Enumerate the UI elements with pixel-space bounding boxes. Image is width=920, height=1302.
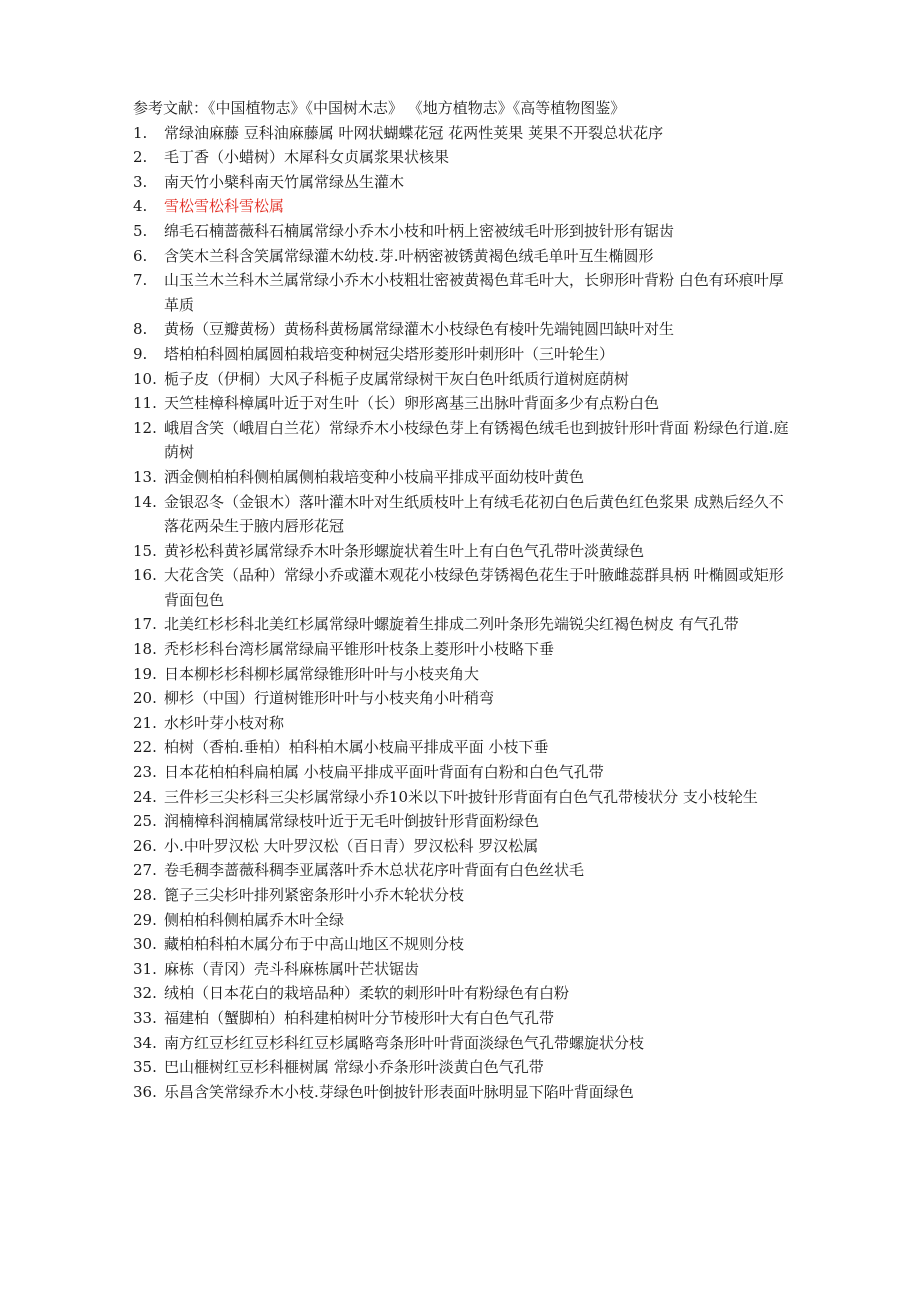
item-number: 16. bbox=[133, 566, 157, 585]
list-item bbox=[133, 1031, 793, 1056]
item-text: 天竺桂樟科樟属叶近于对生叶（长）卵形离基三出脉叶背面多少有点粉白色 bbox=[164, 394, 660, 413]
list-item bbox=[133, 686, 793, 711]
list-item bbox=[133, 219, 793, 244]
item-text: 山玉兰木兰科木兰属常绿小乔木小枝粗壮密被黄褐色茸毛叶大，长卵形叶背粉 白色有环痕叶厚革质 bbox=[164, 271, 784, 314]
list-item bbox=[133, 908, 793, 933]
item-text: 南天竹小檗科南天竹属常绿丛生灌木 bbox=[164, 172, 405, 191]
list-item bbox=[133, 760, 793, 785]
list-item bbox=[133, 465, 793, 490]
item-text: 北美红杉杉科北美红杉属常绿叶螺旋着生排成二列叶条形先端锐尖红褐色树皮 有气孔带 bbox=[164, 615, 739, 634]
item-number: 6. bbox=[133, 246, 148, 265]
item-text: 洒金侧柏柏科侧柏属侧柏栽培变种小枝扁平排成平面幼枝叶黄色 bbox=[164, 467, 585, 486]
item-text: 黄衫松科黄衫属常绿乔木叶条形螺旋状着生叶上有白色气孔带叶淡黄绿色 bbox=[164, 541, 645, 560]
item-text: 毛丁香（小蜡树）木犀科女贞属浆果状核果 bbox=[164, 148, 450, 167]
item-text: 巴山榧树红豆杉科榧树属 常绿小乔条形叶淡黄白色气孔带 bbox=[164, 1058, 544, 1077]
item-number: 27. bbox=[133, 861, 157, 880]
item-text: 三件杉三尖杉科三尖杉属常绿小乔10米以下叶披针形背面有白色气孔带棱状分 支小枝轮生 bbox=[164, 787, 758, 806]
item-number: 17. bbox=[133, 615, 157, 634]
item-number: 33. bbox=[133, 1008, 157, 1027]
list-item bbox=[133, 367, 793, 392]
item-number: 14. bbox=[133, 492, 157, 511]
list-item bbox=[133, 957, 793, 982]
item-text: 雪松雪松科雪松属 bbox=[164, 197, 285, 216]
item-number: 21. bbox=[133, 713, 157, 732]
item-number: 9. bbox=[133, 344, 148, 363]
list-item bbox=[133, 785, 793, 810]
item-text: 常绿油麻藤 豆科油麻藤属 叶网状蝴蝶花冠 花两性荚果 荚果不开裂总状花序 bbox=[164, 123, 664, 142]
item-text: 藏柏柏科柏木属分布于中高山地区不规则分枝 bbox=[164, 935, 465, 954]
item-text: 绒柏（日本花白的栽培品种）柔软的刺形叶叶有粉绿色有白粉 bbox=[164, 984, 570, 1003]
list-item bbox=[133, 981, 793, 1006]
list-item bbox=[133, 121, 793, 146]
item-number: 24. bbox=[133, 787, 157, 806]
item-number: 10. bbox=[133, 369, 157, 388]
item-text: 含笑木兰科含笑属常绿灌木幼枝.芽.叶柄密被锈黄褐色绒毛单叶互生椭圆形 bbox=[164, 246, 654, 265]
item-text: 小.中叶罗汉松 大叶罗汉松（百日青）罗汉松科 罗汉松属 bbox=[164, 836, 539, 855]
item-text: 绵毛石楠蔷薇科石楠属常绿小乔木小枝和叶柄上密被绒毛叶形到披针形有锯齿 bbox=[164, 221, 675, 240]
item-text: 福建柏（蟹脚柏）柏科建柏树叶分节棱形叶大有白色气孔带 bbox=[164, 1008, 555, 1027]
list-item bbox=[133, 317, 793, 342]
item-number: 28. bbox=[133, 886, 157, 904]
item-number: 18. bbox=[133, 640, 157, 659]
item-text: 金银忍冬（金银木）落叶灌木叶对生纸质枝叶上有绒毛花初白色后黄色红色浆果 成熟后经久不落花两朵生于腋内唇形花冠 bbox=[164, 492, 784, 536]
item-number: 1. bbox=[133, 123, 148, 142]
item-text: 篦子三尖杉叶排列紧密条形叶小乔木轮状分枝 bbox=[164, 886, 465, 904]
item-text: 卷毛稠李蔷薇科稠李亚属落叶乔木总状花序叶背面有白色丝状毛 bbox=[164, 861, 585, 880]
item-text: 乐昌含笑常绿乔木小枝.芽绿色叶倒披针形表面叶脉明显下陷叶背面绿色 bbox=[164, 1082, 634, 1101]
list-item bbox=[133, 194, 793, 219]
item-text: 日本花柏柏科扁柏属 小枝扁平排成平面叶背面有白粉和白色气孔带 bbox=[164, 763, 604, 782]
list-item bbox=[133, 858, 793, 883]
list-item bbox=[133, 268, 793, 317]
item-number: 32. bbox=[133, 984, 157, 1003]
item-text: 黄杨（豆瓣黄杨）黄杨科黄杨属常绿灌木小枝绿色有棱叶先端钝圆凹缺叶对生 bbox=[164, 320, 675, 339]
item-text: 秃杉杉科台湾杉属常绿扁平锥形叶枝条上菱形叶小枝略下垂 bbox=[164, 640, 555, 659]
item-number: 15. bbox=[133, 541, 157, 560]
item-text: 塔柏柏科圆柏属圆柏栽培变种树冠尖塔形菱形叶刺形叶（三叶轮生） bbox=[164, 344, 615, 363]
plant-list bbox=[133, 121, 793, 1105]
list-item bbox=[133, 711, 793, 736]
item-number: 26. bbox=[133, 836, 157, 855]
list-item bbox=[133, 1006, 793, 1031]
item-text: 栀子皮（伊桐）大风子科栀子皮属常绿树干灰白色叶纸质行道树庭荫树 bbox=[164, 369, 630, 388]
list-item bbox=[133, 883, 793, 908]
list-item bbox=[133, 834, 793, 859]
item-number: 4. bbox=[133, 197, 148, 216]
item-number: 22. bbox=[133, 738, 157, 757]
item-number: 31. bbox=[133, 959, 157, 978]
list-item bbox=[133, 1080, 793, 1105]
item-number: 11. bbox=[133, 394, 157, 413]
list-item bbox=[133, 662, 793, 687]
list-item bbox=[133, 170, 793, 195]
list-item bbox=[133, 490, 793, 539]
item-text: 日本柳杉杉科柳杉属常绿锥形叶叶与小枝夹角大 bbox=[164, 664, 480, 683]
item-text: 南方红豆杉红豆杉科红豆杉属略弯条形叶叶背面淡绿色气孔带螺旋状分枝 bbox=[164, 1033, 645, 1052]
item-number: 20. bbox=[133, 689, 157, 708]
list-item bbox=[133, 563, 793, 612]
item-number: 5. bbox=[133, 221, 148, 240]
item-number: 3. bbox=[133, 172, 148, 191]
list-item bbox=[133, 416, 793, 465]
item-number: 36. bbox=[133, 1082, 157, 1101]
item-number: 2. bbox=[133, 148, 148, 167]
document-page bbox=[133, 96, 793, 1104]
item-number: 13. bbox=[133, 467, 157, 486]
list-item bbox=[133, 1055, 793, 1080]
references-line: 参考文献：《中国植物志》《中国树木志》 《地方植物志》《高等植物图鉴》 bbox=[133, 99, 626, 117]
item-number: 8. bbox=[133, 320, 148, 339]
item-number: 35. bbox=[133, 1058, 157, 1077]
item-number: 29. bbox=[133, 910, 157, 929]
list-item bbox=[133, 637, 793, 662]
item-number: 12. bbox=[133, 418, 157, 437]
list-item bbox=[133, 145, 793, 170]
item-text: 麻栋（青冈）壳斗科麻栋属叶芒状锯齿 bbox=[164, 959, 420, 978]
item-number: 25. bbox=[133, 812, 157, 831]
list-item bbox=[133, 932, 793, 957]
item-text: 峨眉含笑（峨眉白兰花）常绿乔木小枝绿色芽上有锈褐色绒毛也到披针形叶背面 粉绿色行道.庭荫树 bbox=[164, 418, 789, 462]
item-number: 19. bbox=[133, 664, 157, 683]
item-text: 柳杉（中国）行道树锥形叶叶与小枝夹角小叶稍弯 bbox=[164, 689, 495, 708]
list-item bbox=[133, 539, 793, 564]
list-item bbox=[133, 735, 793, 760]
item-text: 大花含笑（品种）常绿小乔或灌木观花小枝绿色芽锈褐色花生于叶腋雌蕊群具柄 叶椭圆或矩形背面包色 bbox=[164, 566, 784, 609]
item-text: 水杉叶芽小枝对称 bbox=[164, 713, 285, 732]
item-number: 23. bbox=[133, 763, 157, 782]
list-item bbox=[133, 809, 793, 834]
list-item bbox=[133, 612, 793, 637]
item-number: 7. bbox=[133, 271, 148, 290]
item-text: 润楠樟科润楠属常绿枝叶近于无毛叶倒披针形背面粉绿色 bbox=[164, 812, 540, 831]
item-text: 侧柏柏科侧柏属乔木叶全绿 bbox=[164, 910, 345, 929]
list-item bbox=[133, 391, 793, 416]
item-number: 34. bbox=[133, 1033, 157, 1052]
item-number: 30. bbox=[133, 935, 157, 954]
list-item bbox=[133, 244, 793, 269]
list-item bbox=[133, 342, 793, 367]
item-text: 柏树（香柏.垂柏）柏科柏木属小枝扁平排成平面 小枝下垂 bbox=[164, 738, 549, 757]
